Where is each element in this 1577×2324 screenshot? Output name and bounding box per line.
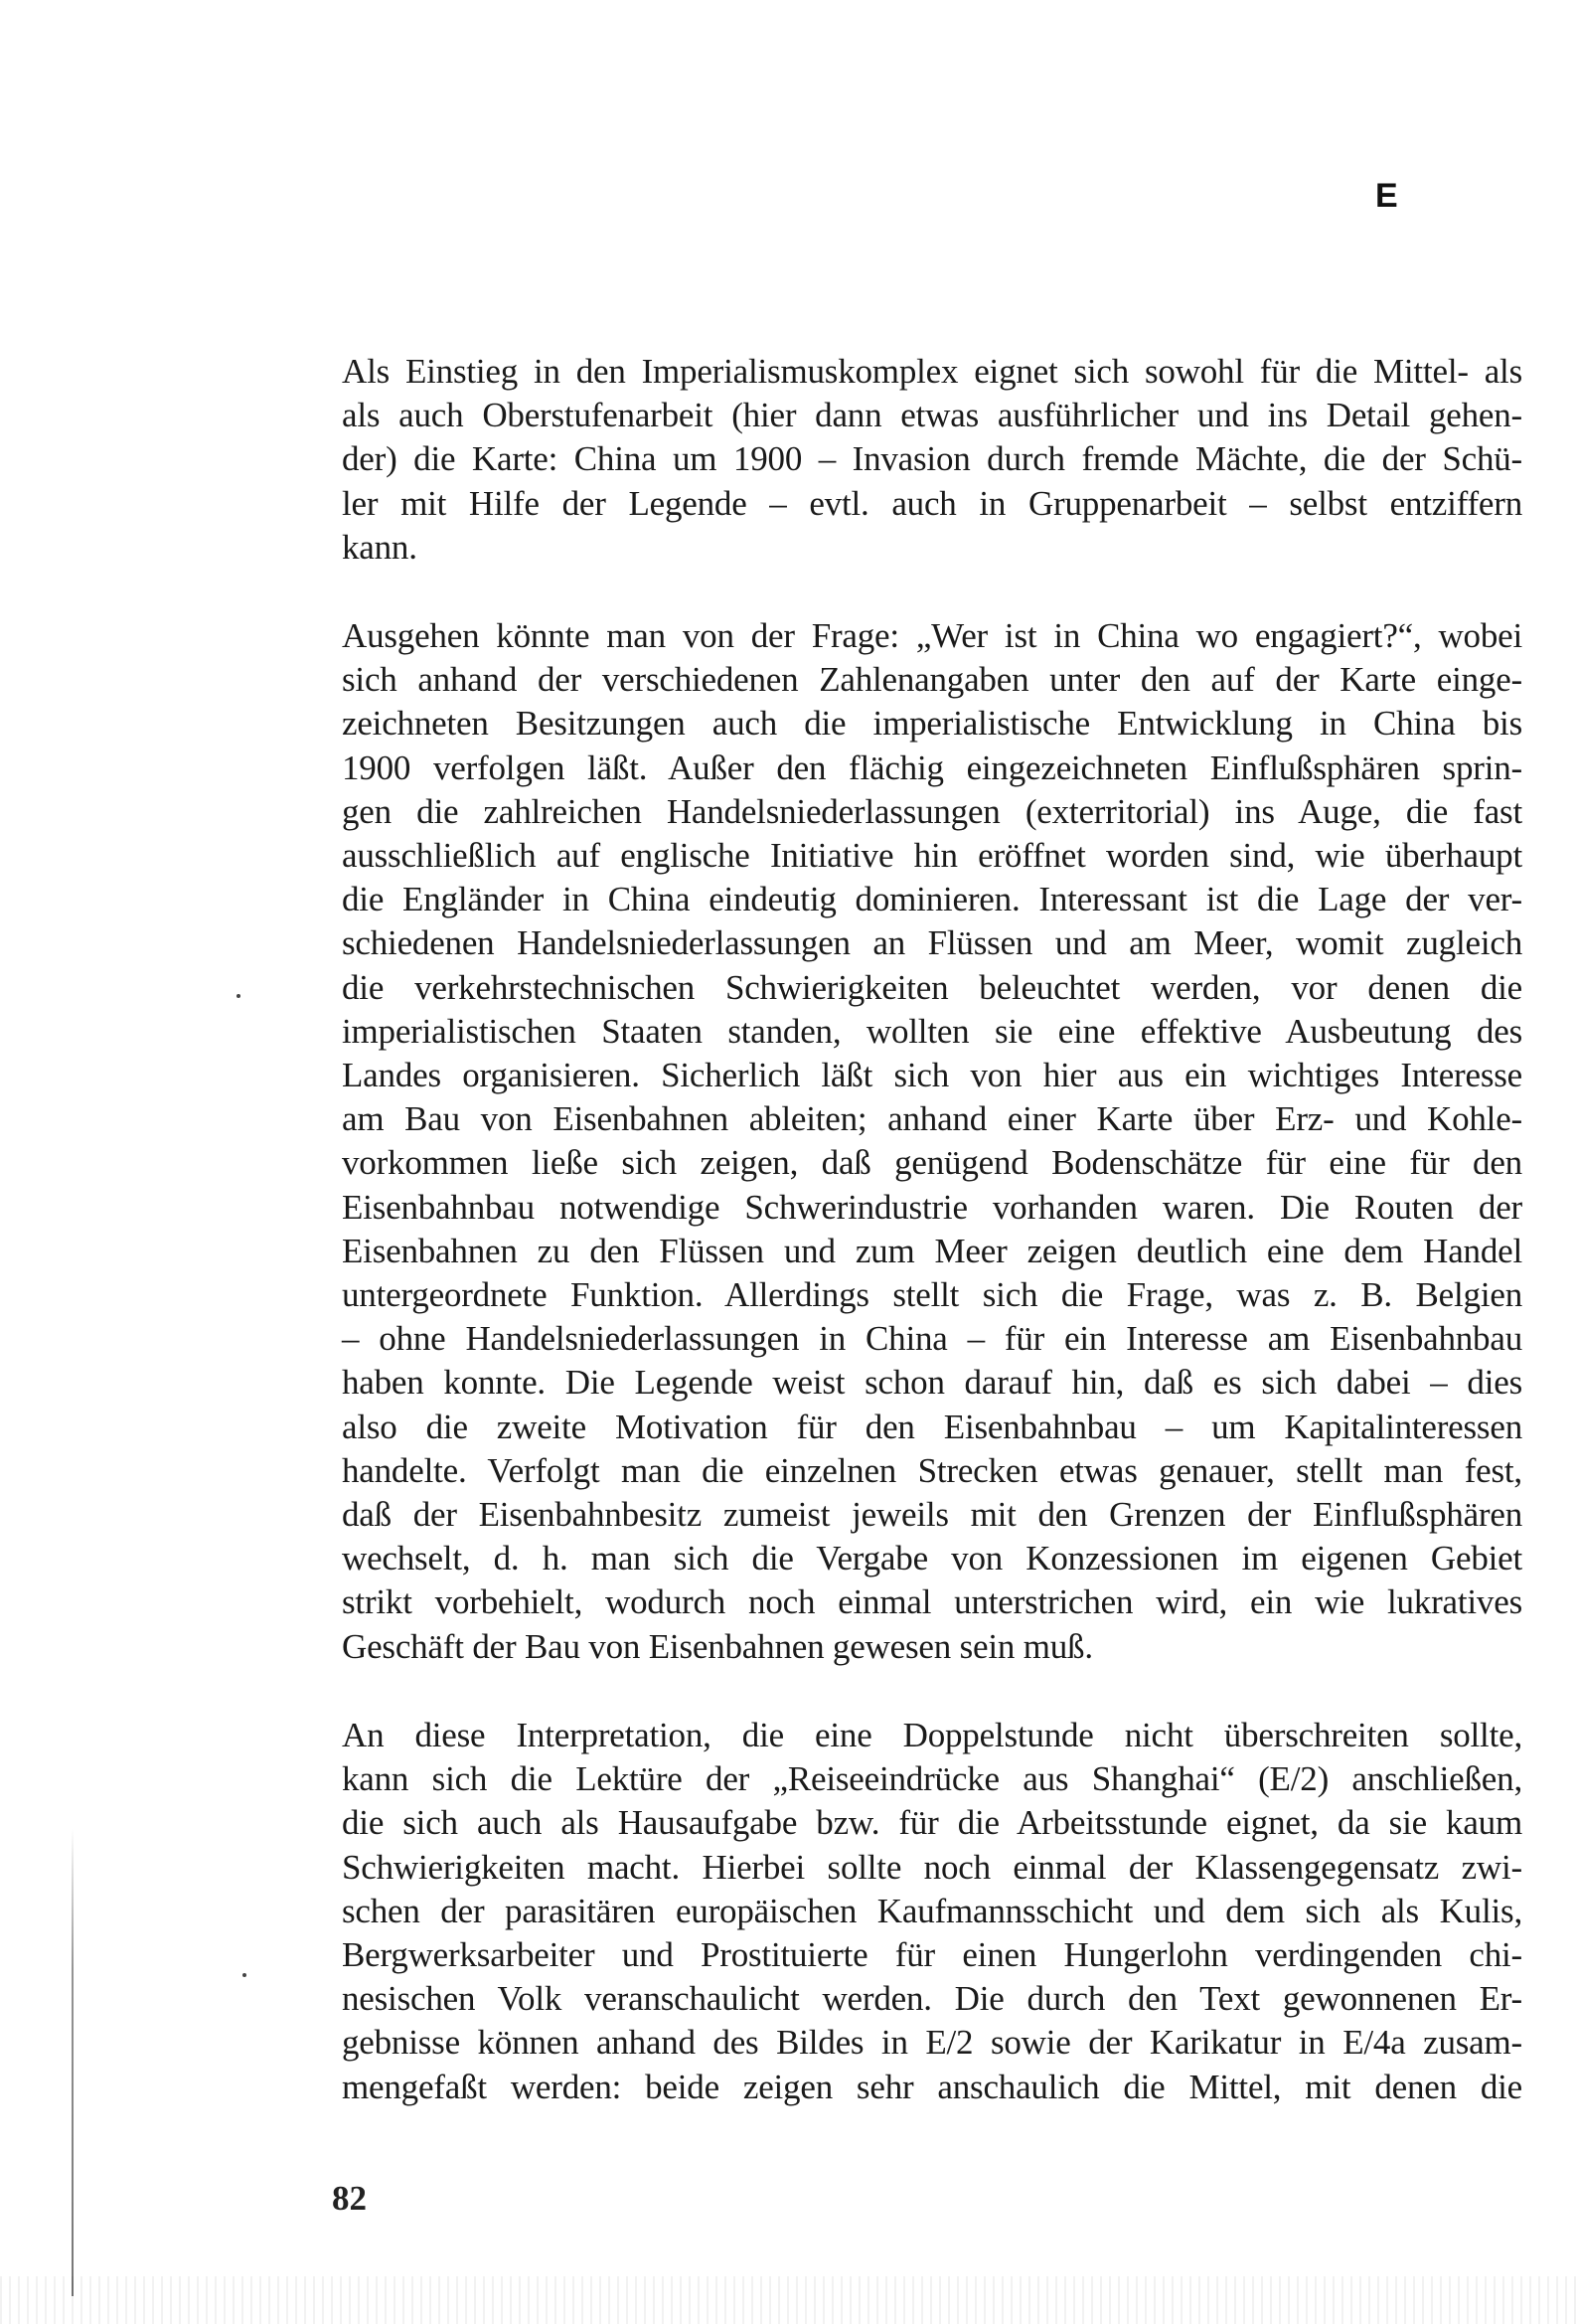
text-line: strikt vorbehielt, wodurch noch einmal unterstrichen wird, ein wie lukratives (342, 1582, 1522, 1622)
text-line: ausschließlich auf englische Initiative hin eröffnet worden sind, wie überhaupt (342, 836, 1522, 876)
paragraph-3 (342, 1714, 1522, 2109)
text-line: kann sich die Lektüre der „Reiseeindrücke aus Shanghai“ (E/2) anschließen, (342, 1759, 1522, 1799)
text-line: mengefaßt werden: beide zeigen sehr anschaulich die Mittel, mit denen die (342, 2067, 1522, 2106)
text-line: vorkommen ließe sich zeigen, daß genügend Bodenschätze für eine für den (342, 1143, 1522, 1183)
text-line: – ohne Handelsniederlassungen in China – für ein Interesse am Eisenbahnbau (342, 1319, 1522, 1359)
text-line: der) die Karte: China um 1900 – Invasion durch fremde Mächte, die der Schü- (342, 439, 1522, 479)
scan-speck (242, 1973, 246, 1977)
text-line: wechselt, d. h. man sich die Vergabe von Konzessionen im eigenen Gebiet (342, 1539, 1522, 1578)
scan-speck (237, 994, 240, 998)
text-line: die verkehrstechnischen Schwierigkeiten beleuchtet werden, vor denen die (342, 967, 1522, 1007)
text-line: Schwierigkeiten macht. Hierbei sollte noch einmal der Klassengegensatz zwi- (342, 1847, 1522, 1887)
paragraph-1 (342, 350, 1522, 570)
text-line: schiedenen Handelsniederlassungen an Flüssen und am Meer, womit zugleich (342, 923, 1522, 963)
page-number: 82 (332, 2179, 367, 2218)
text-line: also die zweite Motivation für den Eisenbahnbau – um Kapitalinteressen (342, 1407, 1522, 1446)
scan-edge-artifact (72, 1829, 74, 2296)
text-line: gebnisse können anhand des Bildes in E/2 sowie der Karikatur in E/4a zusam- (342, 2023, 1522, 2063)
scan-noise-artifact (0, 2276, 1577, 2324)
text-line: Eisenbahnbau notwendige Schwerindustrie vorhanden waren. Die Routen der (342, 1187, 1522, 1227)
text-line: die Engländer in China eindeutig dominieren. Interessant ist die Lage der ver- (342, 880, 1522, 919)
text-line: Als Einstieg in den Imperialismuskomplex eignet sich sowohl für die Mittel- als (342, 352, 1522, 391)
section-letter: E (1375, 177, 1398, 215)
text-line: kann. (342, 527, 417, 567)
text-line: schen der parasitären europäischen Kaufmannsschicht und dem sich als Kulis, (342, 1891, 1522, 1930)
text-line: haben konnte. Die Legende weist schon darauf hin, daß es sich dabei – dies (342, 1363, 1522, 1403)
text-line: Eisenbahnen zu den Flüssen und zum Meer zeigen deutlich eine dem Handel (342, 1231, 1522, 1270)
text-line: gen die zahlreichen Handelsniederlassungen (exterritorial) ins Auge, die fast (342, 791, 1522, 831)
text-line: Bergwerksarbeiter und Prostituierte für einen Hungerlohn verdingenden chi- (342, 1934, 1522, 1974)
text-line: An diese Interpretation, die eine Doppelstunde nicht überschreiten sollte, (342, 1715, 1522, 1754)
text-line: ler mit Hilfe der Legende – evtl. auch in Gruppenarbeit – selbst entziffern (342, 483, 1522, 523)
text-line: untergeordnete Funktion. Allerdings stellt sich die Frage, was z. B. Belgien (342, 1275, 1522, 1315)
text-line: am Bau von Eisenbahnen ableiten; anhand einer Karte über Erz- und Kohle- (342, 1099, 1522, 1139)
text-line: Landes organisieren. Sicherlich läßt sich von hier aus ein wichtiges Interesse (342, 1056, 1522, 1095)
text-line: als auch Oberstufenarbeit (hier dann etwas ausführlicher und ins Detail gehen- (342, 396, 1522, 435)
text-line: sich anhand der verschiedenen Zahlenangaben unter den auf der Karte einge- (342, 660, 1522, 700)
text-line: imperialistischen Staaten standen, wollten sie eine effektive Ausbeutung des (342, 1011, 1522, 1051)
text-line: Ausgehen könnte man von der Frage: „Wer ist in China wo engagiert?“, wobei (342, 616, 1522, 656)
text-line: 1900 verfolgen läßt. Außer den flächig eingezeichneten Einflußsphären sprin- (342, 747, 1522, 787)
text-line: zeichneten Besitzungen auch die imperialistische Entwicklung in China bis (342, 704, 1522, 744)
text-line: die sich auch als Hausaufgabe bzw. für die Arbeitsstunde eignet, da sie kaum (342, 1803, 1522, 1843)
text-line: Geschäft der Bau von Eisenbahnen gewesen sein muß. (342, 1626, 1093, 1666)
paragraph-2 (342, 614, 1522, 1669)
body-text (342, 350, 1522, 2154)
text-line: daß der Eisenbahnbesitz zumeist jeweils mit den Grenzen der Einflußsphären (342, 1495, 1522, 1535)
text-line: nesischen Volk veranschaulicht werden. Die durch den Text gewonnenen Er- (342, 1979, 1522, 2019)
text-line: handelte. Verfolgt man die einzelnen Strecken etwas genauer, stellt man fest, (342, 1450, 1522, 1490)
